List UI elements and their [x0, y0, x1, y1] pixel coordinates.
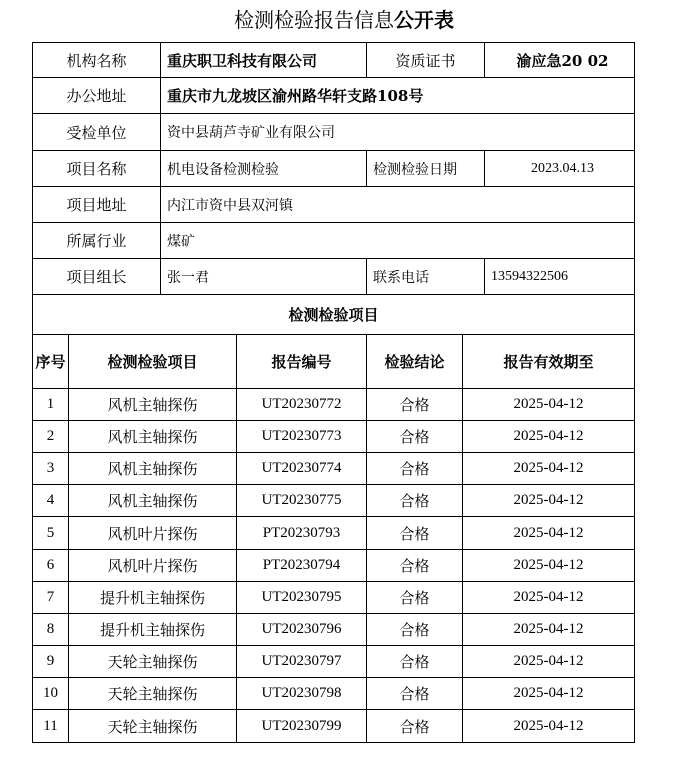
- row-item: 天轮主轴探伤: [69, 678, 237, 710]
- leader-label: 项目组长: [33, 259, 161, 295]
- page-title: [0, 6, 688, 34]
- phone-value: 13594322506: [485, 259, 635, 295]
- header-valid: 报告有效期至: [463, 335, 635, 389]
- table-row: [33, 453, 635, 485]
- row-item: 天轮主轴探伤: [69, 710, 237, 743]
- table-row: [33, 550, 635, 582]
- industry-value: 煤矿: [161, 223, 635, 259]
- row-report: UT20230772: [237, 389, 367, 421]
- row-report: PT20230793: [237, 517, 367, 550]
- date-label: 检测检验日期: [367, 151, 485, 187]
- org-label: 机构名称: [33, 43, 161, 78]
- row-result: 合格: [367, 421, 463, 453]
- row-item: 风机叶片探伤: [69, 550, 237, 582]
- info-row-industry: [33, 223, 635, 259]
- table-row: [33, 517, 635, 550]
- row-report: UT20230797: [237, 646, 367, 678]
- row-valid: 2025-04-12: [463, 678, 635, 710]
- info-row-project: [33, 151, 635, 187]
- row-result: 合格: [367, 485, 463, 517]
- header-report: 报告编号: [237, 335, 367, 389]
- row-no: 10: [33, 678, 69, 710]
- section-title-row: [33, 295, 635, 335]
- address-label: 办公地址: [33, 78, 161, 114]
- row-report: UT20230796: [237, 614, 367, 646]
- location-label: 项目地址: [33, 187, 161, 223]
- row-valid: 2025-04-12: [463, 453, 635, 485]
- row-result: 合格: [367, 710, 463, 743]
- info-row-client: [33, 114, 635, 151]
- row-result: 合格: [367, 550, 463, 582]
- row-result: 合格: [367, 517, 463, 550]
- row-no: 7: [33, 582, 69, 614]
- row-no: 1: [33, 389, 69, 421]
- row-no: 8: [33, 614, 69, 646]
- row-item: 风机主轴探伤: [69, 389, 237, 421]
- row-no: 9: [33, 646, 69, 678]
- row-report: UT20230775: [237, 485, 367, 517]
- items-table: [32, 334, 635, 743]
- org-value: 重庆职卫科技有限公司: [161, 43, 367, 78]
- title-bold: 公开表: [394, 8, 454, 32]
- row-report: UT20230774: [237, 453, 367, 485]
- leader-value: 张一君: [161, 259, 367, 295]
- row-no: 3: [33, 453, 69, 485]
- row-item: 风机主轴探伤: [69, 485, 237, 517]
- address-value: 重庆市九龙坡区渝州路华轩支路108号: [161, 78, 635, 114]
- row-result: 合格: [367, 389, 463, 421]
- header-seq: 序号: [33, 335, 69, 389]
- header-result: 检验结论: [367, 335, 463, 389]
- client-value: 资中县葫芦寺矿业有限公司: [161, 114, 635, 151]
- info-row-leader: [33, 259, 635, 295]
- title-main: 检测检验报告信息: [234, 8, 394, 32]
- info-row-location: [33, 187, 635, 223]
- client-label: 受检单位: [33, 114, 161, 151]
- row-report: UT20230799: [237, 710, 367, 743]
- items-header-row: [33, 335, 635, 389]
- row-valid: 2025-04-12: [463, 550, 635, 582]
- row-result: 合格: [367, 614, 463, 646]
- row-item: 天轮主轴探伤: [69, 646, 237, 678]
- row-valid: 2025-04-12: [463, 421, 635, 453]
- row-valid: 2025-04-12: [463, 389, 635, 421]
- table-row: [33, 678, 635, 710]
- table-row: [33, 710, 635, 743]
- row-no: 2: [33, 421, 69, 453]
- info-table: [32, 42, 635, 335]
- row-valid: 2025-04-12: [463, 646, 635, 678]
- table-row: [33, 646, 635, 678]
- table-row: [33, 582, 635, 614]
- phone-label: 联系电话: [367, 259, 485, 295]
- project-value: 机电设备检测检验: [161, 151, 367, 187]
- location-value: 内江市资中县双河镇: [161, 187, 635, 223]
- row-no: 6: [33, 550, 69, 582]
- project-label: 项目名称: [33, 151, 161, 187]
- row-no: 4: [33, 485, 69, 517]
- info-row-org: [33, 43, 635, 78]
- table-row: [33, 485, 635, 517]
- industry-label: 所属行业: [33, 223, 161, 259]
- row-valid: 2025-04-12: [463, 710, 635, 743]
- row-valid: 2025-04-12: [463, 614, 635, 646]
- row-no: 5: [33, 517, 69, 550]
- table-row: [33, 421, 635, 453]
- row-item: 风机主轴探伤: [69, 453, 237, 485]
- row-report: PT20230794: [237, 550, 367, 582]
- date-value: 2023.04.13: [485, 151, 635, 187]
- row-item: 提升机主轴探伤: [69, 614, 237, 646]
- row-report: UT20230795: [237, 582, 367, 614]
- row-result: 合格: [367, 453, 463, 485]
- row-item: 风机主轴探伤: [69, 421, 237, 453]
- cert-label: 资质证书: [367, 43, 485, 78]
- row-result: 合格: [367, 678, 463, 710]
- row-report: UT20230798: [237, 678, 367, 710]
- info-row-address: [33, 78, 635, 114]
- row-item: 风机叶片探伤: [69, 517, 237, 550]
- row-result: 合格: [367, 582, 463, 614]
- cert-value: 渝应急20 02: [485, 43, 635, 78]
- header-item: 检测检验项目: [69, 335, 237, 389]
- row-report: UT20230773: [237, 421, 367, 453]
- table-row: [33, 614, 635, 646]
- table-row: [33, 389, 635, 421]
- row-valid: 2025-04-12: [463, 517, 635, 550]
- row-valid: 2025-04-12: [463, 485, 635, 517]
- section-title: 检测检验项目: [33, 295, 635, 335]
- row-item: 提升机主轴探伤: [69, 582, 237, 614]
- row-no: 11: [33, 710, 69, 743]
- row-valid: 2025-04-12: [463, 582, 635, 614]
- row-result: 合格: [367, 646, 463, 678]
